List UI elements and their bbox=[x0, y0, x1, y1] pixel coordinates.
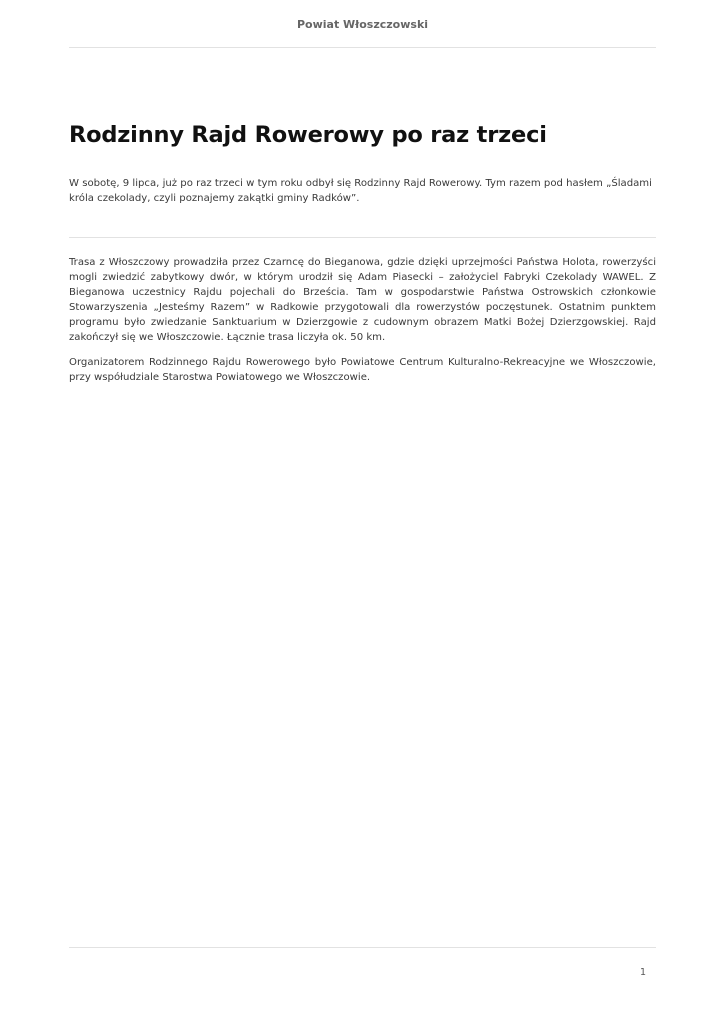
article-title: Rodzinny Rajd Rowerowy po raz trzeci bbox=[69, 122, 547, 148]
page-number: 1 bbox=[639, 967, 646, 978]
article-paragraph: Trasa z Włoszczowy prowadziła przez Czarncę do Bieganowa, gdzie dzięki uprzejmości Państwa Holota, rowerzyści mogli zwiedzić zabytkowy dwór, w którym urodził się Adam Piasecki – założyciel Fabryki Czekolady WAWEL. Z Bieganowa uczestnicy Rajdu pojechali do Brześcia. Tam w gospodarstwie Państwa Ostrowskich członkowie Stowarzyszenia „Jesteśmy Razem” w Radkowie przygotowali dla rowerzystów poczęstunek. Ostatnim punktem programu było zwiedzanie Sanktuarium w Dzierzgowie z cudownym obrazem Matki Bożej Dzierzgowskiej. Rajd zakończył się we Włoszczowie. Łącznie trasa liczyła ok. 50 km. bbox=[69, 257, 656, 343]
article-lead: W sobotę, 9 lipca, już po raz trzeci w tym roku odbył się Rodzinny Rajd Rowerowy. Tym razem pod hasłem „Śladami króla czekolady, czyli poznajemy zakątki gminy Radków”. bbox=[69, 178, 652, 204]
header-divider bbox=[69, 47, 656, 48]
lead-divider bbox=[69, 237, 656, 238]
article-paragraph: Organizatorem Rodzinnego Rajdu Rowerowego było Powiatowe Centrum Kulturalno-Rekreacyjne we Włoszczowie, przy współudziale Starostwa Powiatowego we Włoszczowie. bbox=[69, 357, 656, 383]
site-title: Powiat Włoszczowski bbox=[296, 18, 429, 31]
footer-divider bbox=[69, 947, 656, 948]
